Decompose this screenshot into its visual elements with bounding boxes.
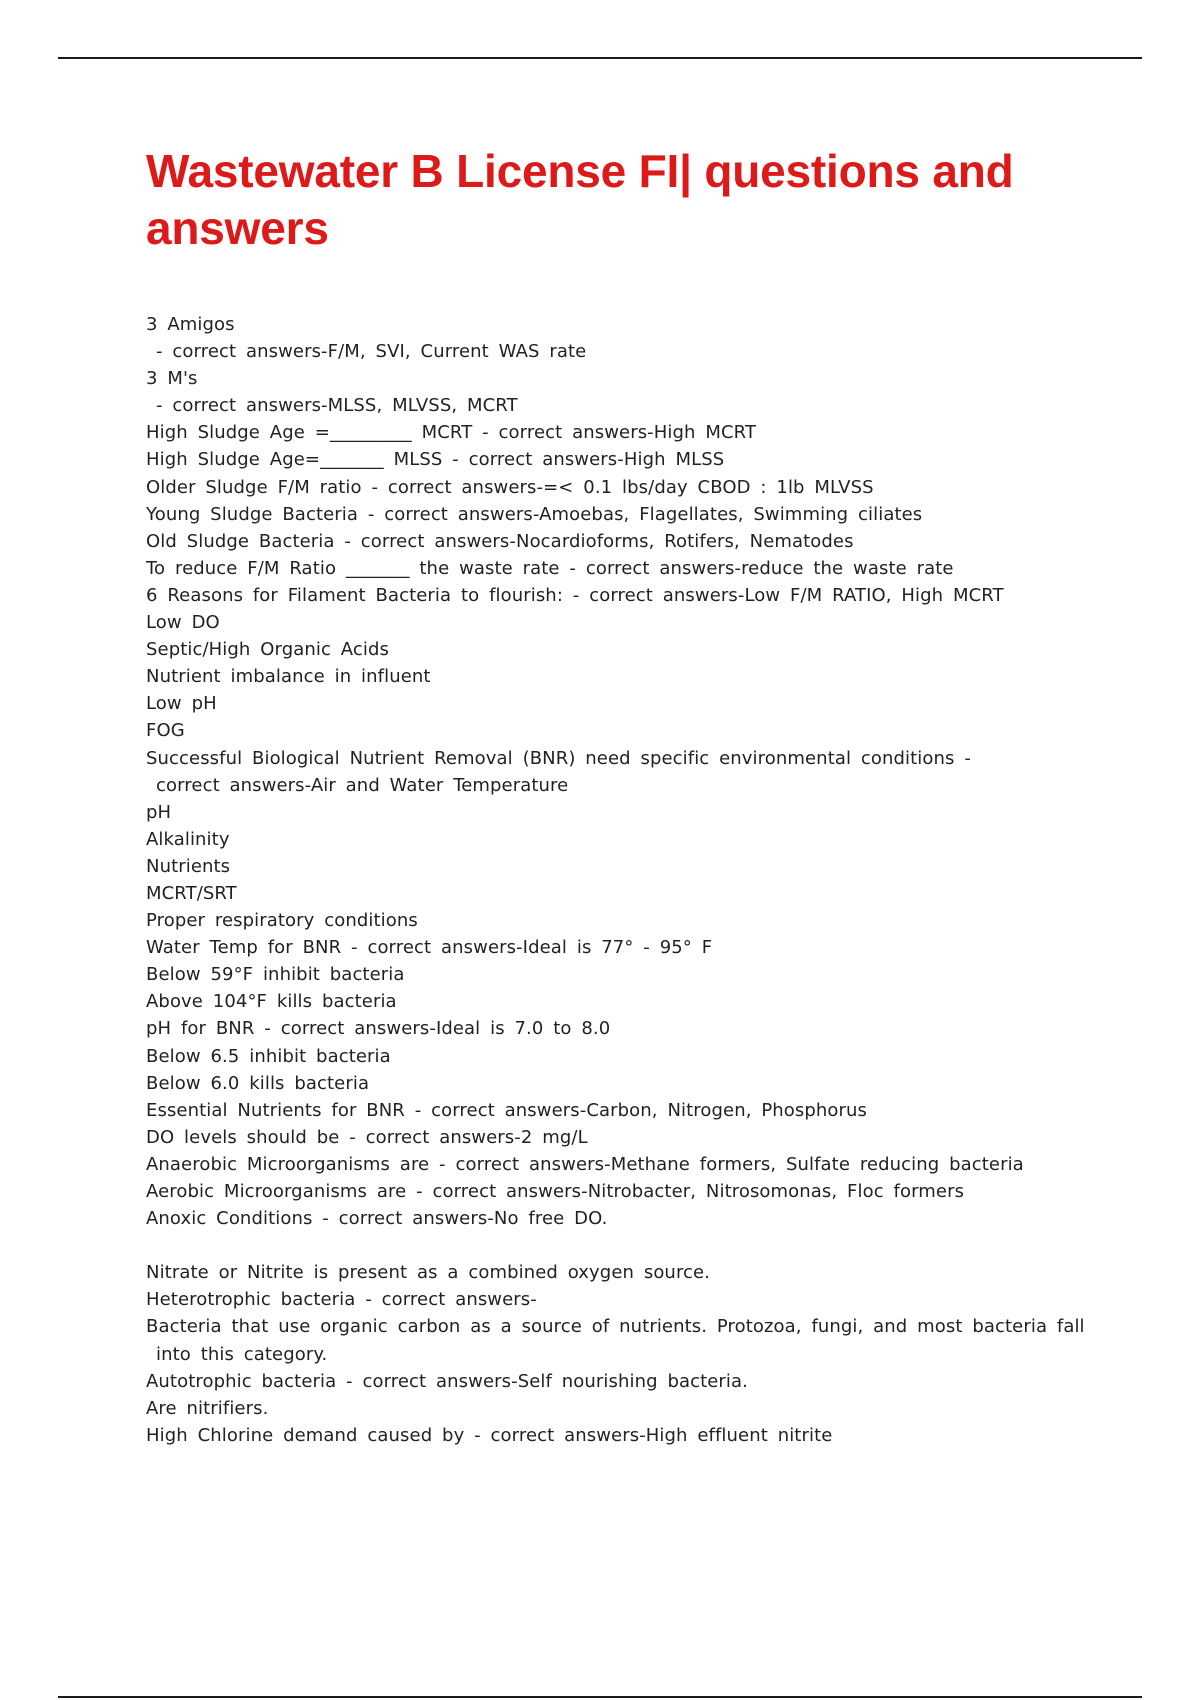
document-title: Wastewater B License FI| questions and answers — [146, 145, 1014, 254]
text-line: 3 Amigos — [146, 314, 235, 335]
text-line: DO levels should be - correct answers-2 mg/L — [146, 1126, 588, 1148]
text-line: Bacteria that use organic carbon as a source of nutrients. Protozoa, fungi, and most bacteria fall — [146, 1316, 1085, 1338]
text-line: Above 104°F kills bacteria — [146, 991, 397, 1013]
text-line: Anaerobic Microorganisms are - correct answers-Methane formers, Sulfate reducing bacteria — [146, 1153, 1024, 1175]
text-line: - correct answers-MLSS, MLVSS, MCRT — [156, 395, 518, 417]
text-line: Old Sludge Bacteria - correct answers-Nocardioforms, Rotifers, Nematodes — [146, 530, 854, 552]
text-line: Older Sludge F/M ratio - correct answers-=< 0.1 lbs/day CBOD : 1lb MLVSS — [146, 476, 874, 498]
text-line: High Sludge Age =_________ MCRT - correct answers-High MCRT — [146, 422, 757, 444]
text-line: Alkalinity — [146, 828, 230, 850]
text-line: Nitrate or Nitrite is present as a combined oxygen source. — [146, 1262, 711, 1284]
blank-line — [146, 1232, 1096, 1259]
text-line: Low DO — [146, 612, 220, 634]
text-line: Heterotrophic bacteria - correct answers- — [146, 1289, 537, 1311]
text-line: - correct answers-F/M, SVI, Current WAS rate — [156, 341, 587, 363]
text-line: Below 6.0 kills bacteria — [146, 1072, 370, 1094]
text-line: Young Sludge Bacteria - correct answers-Amoebas, Flagellates, Swimming ciliates — [146, 503, 923, 525]
footer-rule — [58, 1696, 1142, 1698]
text-line: High Chlorine demand caused by - correct answers-High effluent nitrite — [146, 1424, 833, 1446]
text-line: Anoxic Conditions - correct answers-No free DO. — [146, 1208, 608, 1230]
text-line: Essential Nutrients for BNR - correct answers-Carbon, Nitrogen, Phosphorus — [146, 1099, 868, 1121]
text-line: High Sludge Age=_______ MLSS - correct answers-High MLSS — [146, 449, 725, 471]
header-rule — [58, 57, 1142, 59]
text-line: correct answers-Air and Water Temperature — [156, 774, 569, 796]
text-line: pH for BNR - correct answers-Ideal is 7.0 to 8.0 — [146, 1018, 611, 1040]
text-line: MCRT/SRT — [146, 882, 237, 904]
text-line: Below 59°F inhibit bacteria — [146, 964, 405, 986]
text-line: FOG — [146, 720, 185, 742]
document-body — [146, 311, 1096, 1449]
text-line: Nutrients — [146, 855, 231, 877]
text-line: Below 6.5 inhibit bacteria — [146, 1045, 391, 1067]
text-line: Proper respiratory conditions — [146, 910, 418, 932]
text-line: Nutrient imbalance in influent — [146, 666, 431, 688]
text-line: Water Temp for BNR - correct answers-Ideal is 77° - 95° F — [146, 937, 713, 959]
text-line: Septic/High Organic Acids — [146, 639, 389, 661]
text-line: To reduce F/M Ratio _______ the waste rate - correct answers-reduce the waste rate — [146, 557, 954, 579]
text-line: Successful Biological Nutrient Removal (BNR) need specific environmental conditions - — [146, 747, 971, 769]
text-line: Autotrophic bacteria - correct answers-Self nourishing bacteria. — [146, 1370, 748, 1392]
text-line: pH — [146, 801, 172, 823]
text-line: Are nitrifiers. — [146, 1397, 269, 1419]
text-line: 6 Reasons for Filament Bacteria to flourish: - correct answers-Low F/M RATIO, High MCRT — [146, 584, 1004, 606]
text-line: Aerobic Microorganisms are - correct answers-Nitrobacter, Nitrosomonas, Floc formers — [146, 1181, 965, 1202]
text-line: 3 M's — [146, 368, 198, 390]
text-line: Low pH — [146, 693, 217, 715]
text-line: into this category. — [156, 1343, 328, 1365]
